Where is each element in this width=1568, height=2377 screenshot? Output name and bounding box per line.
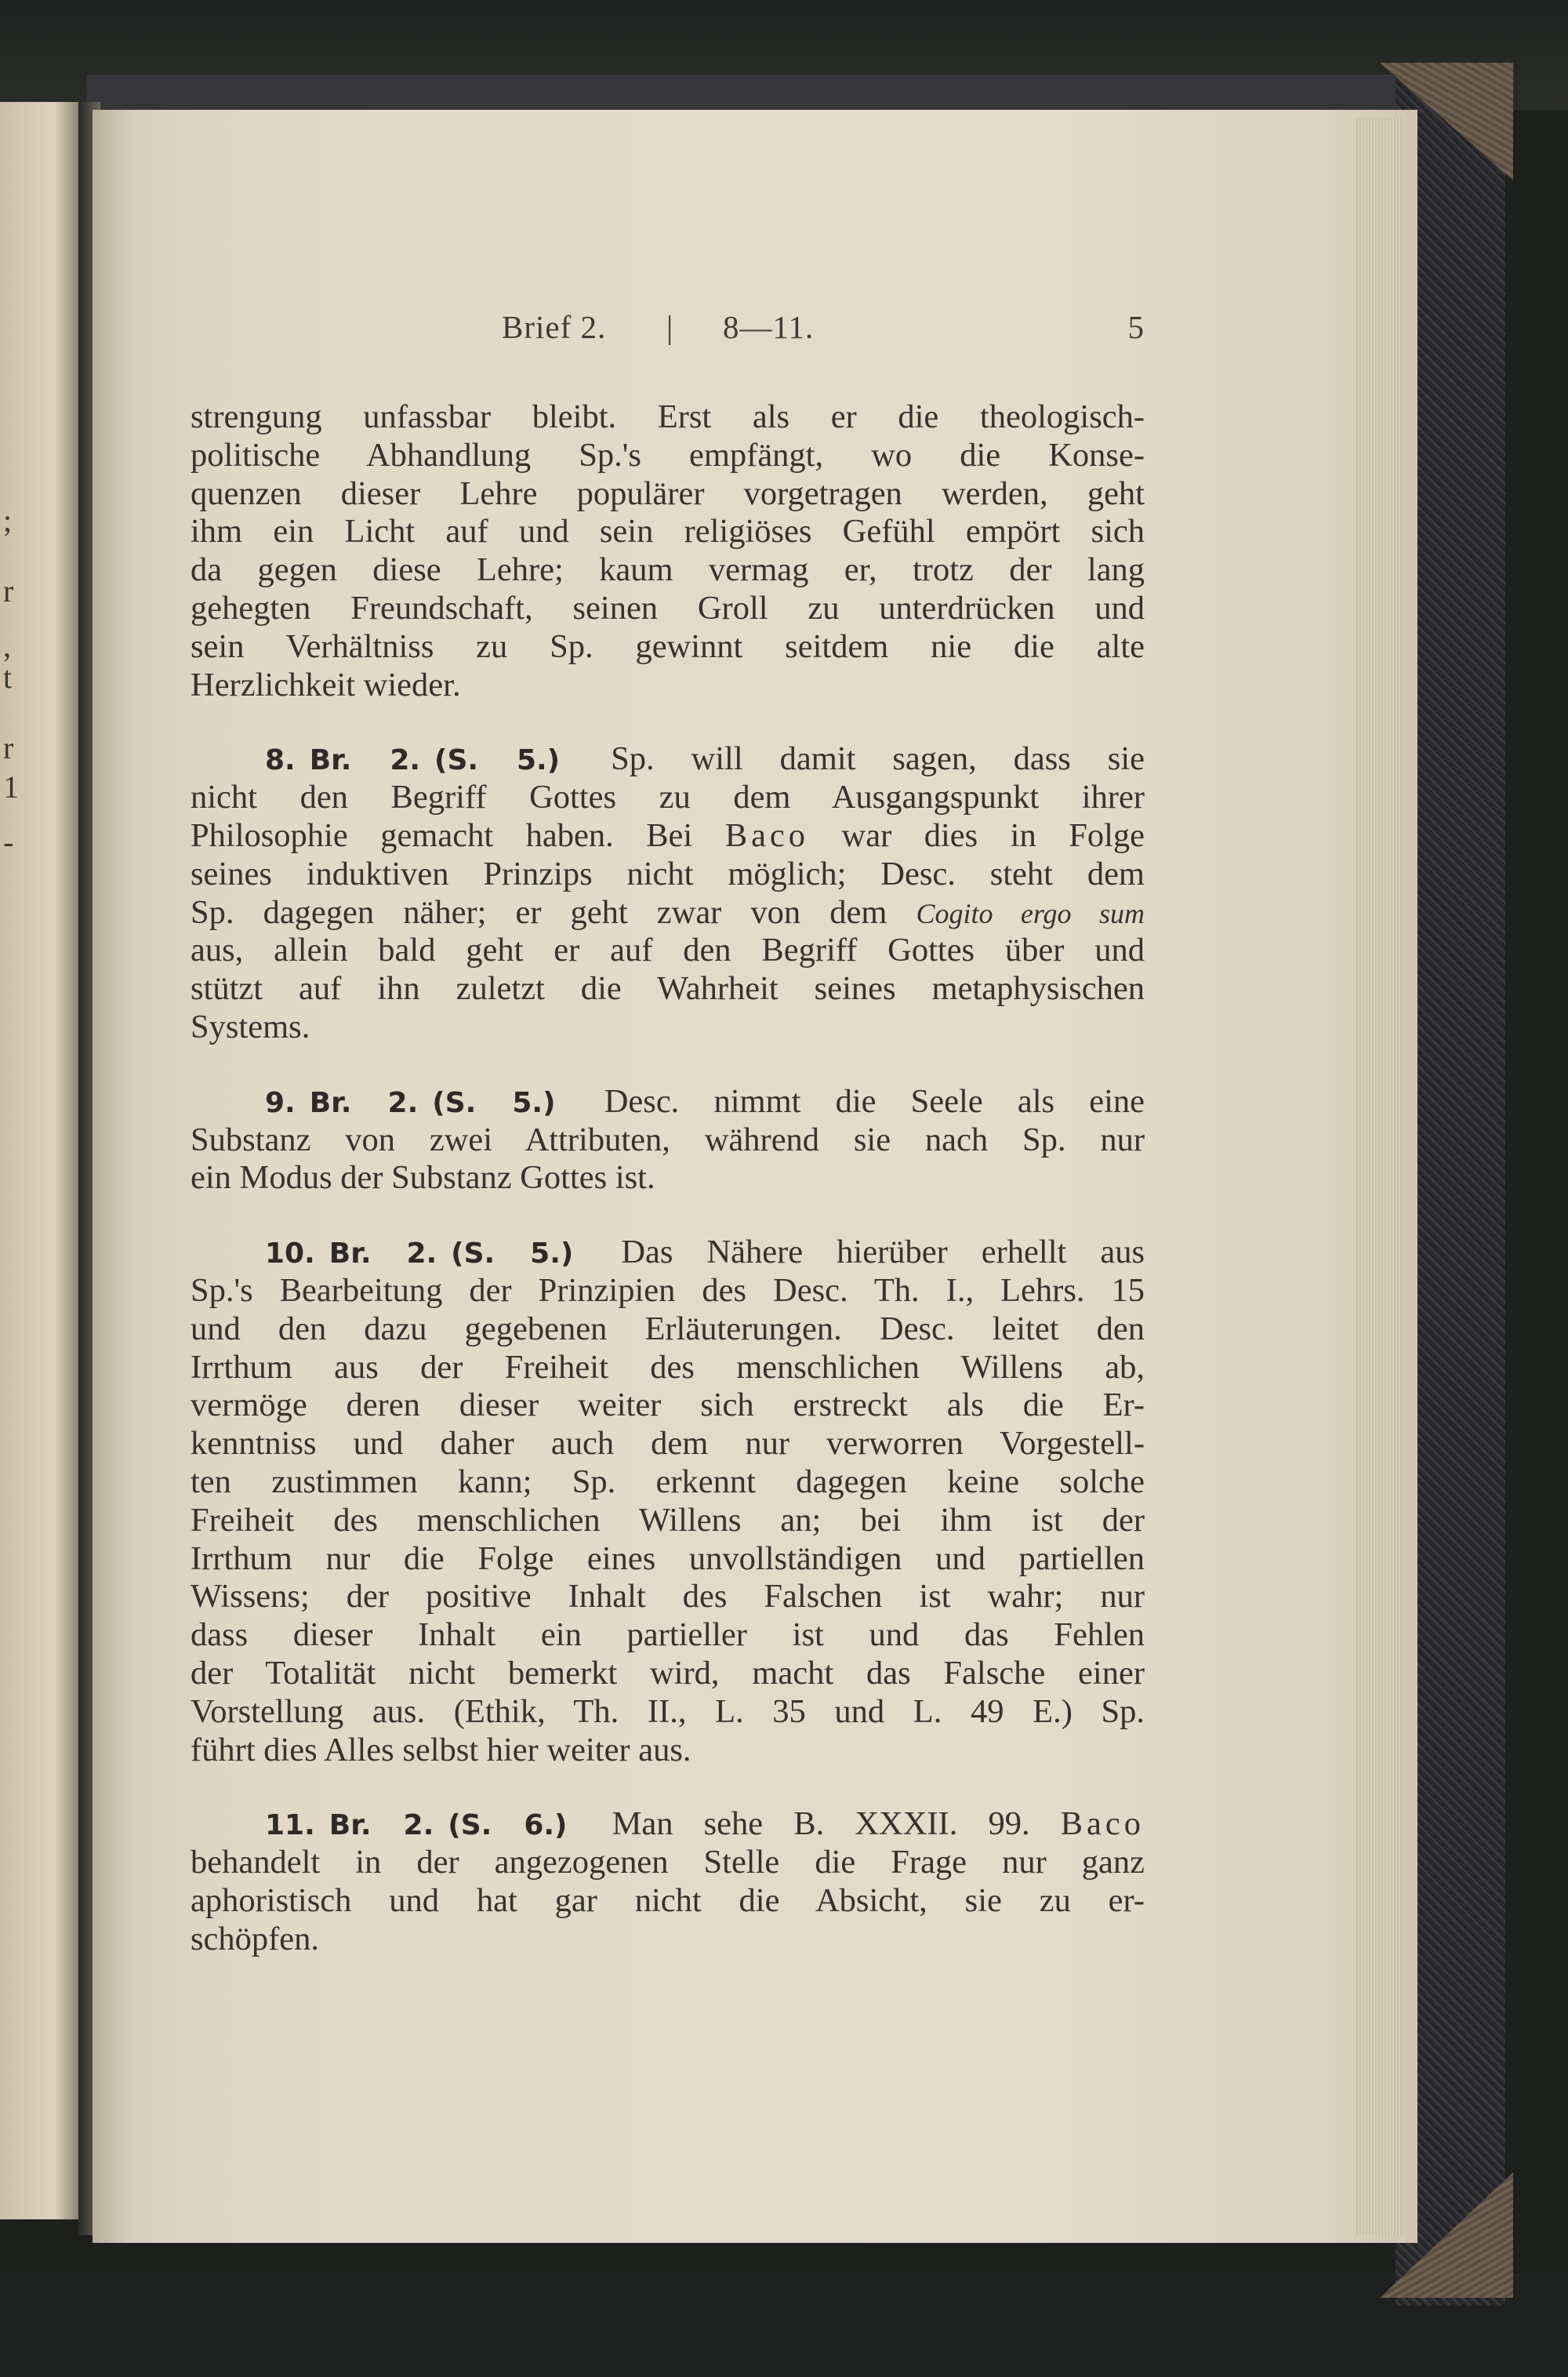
note-page: (S. 5.)	[432, 1086, 556, 1119]
name-baco: Baco	[724, 816, 810, 854]
note-first-line	[191, 1234, 1145, 1272]
text-line: Freiheit des menschlichen Willens an; bei ihm ist der	[191, 1501, 1145, 1539]
note-number: 11.	[265, 1809, 315, 1842]
text-segment: war dies in Folge	[841, 816, 1145, 854]
note-page: (S. 5.)	[434, 744, 561, 777]
text-line: dass dieser Inhalt ein partieller ist und das Fehlen	[191, 1616, 1145, 1654]
text-line	[191, 817, 1145, 856]
text-line: behandelt in der angezogenen Stelle die Frage nur ganz	[191, 1844, 1145, 1881]
text-line: vermöge deren dieser weiter sich erstreckt als die Er-	[191, 1387, 1145, 1424]
running-header	[502, 308, 1145, 352]
text-line: ihm ein Licht auf und sein religiöses Gefühl empört sich	[191, 513, 1145, 551]
intro-paragraph	[191, 398, 1145, 704]
text-line: seines induktiven Prinzips nicht möglich; Desc. steht dem	[191, 855, 1145, 892]
margin-char: r	[3, 573, 14, 609]
note-first-line	[191, 1083, 1145, 1121]
note-brief: Br. 2.	[309, 1086, 419, 1119]
note-range: 8—11.	[723, 309, 815, 345]
note-brief: Br. 2.	[309, 744, 421, 777]
page-number: 5	[1127, 309, 1145, 345]
text-segment: Sp. dagegen näher; er geht zwar von dem	[191, 893, 887, 931]
text-line: gehegten Freundschaft, seinen Groll zu unterdrücken und	[191, 589, 1145, 627]
note-reference	[265, 1238, 587, 1270]
margin-char: t	[3, 660, 13, 695]
note-8	[191, 740, 1145, 1046]
text-line: da gegen diese Lehre; kaum vermag er, trotz der lang	[191, 551, 1145, 589]
note-reference	[265, 1809, 582, 1841]
text-line: Vorstellung aus. (Ethik, Th. II., L. 35 und L. 49 E.) Sp.	[191, 1692, 1145, 1730]
text-line: der Totalität nicht bemerkt wird, macht das Falsche einer	[191, 1654, 1145, 1692]
note-text: Man sehe B. XXXII. 99.	[612, 1805, 1030, 1843]
note-reference	[265, 1087, 570, 1119]
text-line: Irrthum nur die Folge eines unvollständigen und partiellen	[191, 1539, 1145, 1577]
text-line: ten zustimmen kann; Sp. erkennt dagegen keine solche	[191, 1463, 1145, 1500]
name-baco: Baco	[1060, 1805, 1145, 1843]
note-number: 9.	[265, 1086, 296, 1119]
note-brief: Br. 2.	[328, 1809, 434, 1842]
note-text: Sp. will damit sagen, dass sie	[611, 740, 1145, 778]
page-block-edges	[1355, 118, 1402, 2235]
text-line: nicht den Begriff Gottes zu dem Ausgangspunkt ihrer	[191, 779, 1145, 816]
text-line: sein Verhältniss zu Sp. gewinnt seitdem nie die alte	[191, 627, 1145, 665]
margin-char: 1	[3, 769, 19, 805]
text-line: Wissens; der positive Inhalt des Falschen ist wahr; nur	[191, 1578, 1145, 1616]
text-line: stützt auf ihn zuletzt die Wahrheit seines metaphysischen	[191, 970, 1145, 1008]
note-9	[191, 1083, 1145, 1198]
text-line: Irrthum aus der Freiheit des menschlichen Willens ab,	[191, 1348, 1145, 1386]
note-first-line	[191, 1805, 1145, 1844]
note-page: (S. 6.)	[448, 1809, 568, 1842]
note-10	[191, 1234, 1145, 1769]
text-line: quenzen dieser Lehre populärer vorgetragen werden, geht	[191, 474, 1145, 512]
note-number: 10.	[265, 1238, 315, 1270]
note-text: Das Nähere hierüber erhellt aus	[621, 1234, 1145, 1271]
text-line: ein Modus der Substanz Gottes ist.	[191, 1159, 655, 1197]
note-11	[191, 1805, 1145, 1958]
text-line: kenntniss und daher auch dem nur verworren Vorgestell-	[191, 1425, 1145, 1463]
left-page-edge	[0, 102, 78, 2219]
text-line: strengung unfassbar bleibt. Erst als er die theologisch-	[191, 398, 1145, 435]
text-line: Systems.	[191, 1008, 310, 1045]
note-reference	[265, 744, 574, 776]
margin-char: -	[3, 824, 14, 860]
note-number: 8.	[265, 744, 296, 777]
text-line: aus, allein bald geht er auf den Begriff Gottes über und	[191, 932, 1145, 969]
note-text: Desc. nimmt die Seele als eine	[604, 1082, 1145, 1120]
margin-char: ;	[3, 503, 13, 538]
running-title: Brief 2.	[502, 309, 607, 345]
latin-phrase: Cogito ergo sum	[916, 897, 1145, 929]
body-text	[191, 398, 1145, 1994]
note-page: (S. 5.)	[451, 1238, 574, 1270]
header-separator: |	[666, 309, 674, 345]
note-brief: Br. 2.	[328, 1238, 437, 1270]
text-line: schöpfen.	[191, 1920, 320, 1957]
margin-char: ,	[3, 628, 11, 663]
text-line	[191, 894, 1145, 932]
text-line: aphoristisch und hat gar nicht die Absicht, sie zu er-	[191, 1881, 1145, 1919]
text-line: politische Abhandlung Sp.'s empfängt, wo die Konse-	[191, 436, 1145, 474]
text-line: und den dazu gegebenen Erläuterungen. Desc. leitet den	[191, 1310, 1145, 1347]
text-segment: Philosophie gemacht haben. Bei	[191, 816, 693, 854]
note-first-line	[191, 740, 1145, 779]
scan-background-bottom	[0, 2274, 1568, 2377]
text-line: Substanz von zwei Attributen, während sie nach Sp. nur	[191, 1121, 1145, 1158]
text-line: Herzlichkeit wieder.	[191, 666, 461, 703]
margin-char: r	[3, 730, 14, 765]
text-line: Sp.'s Bearbeitung der Prinzipien des Desc. Th. I., Lehrs. 15	[191, 1271, 1145, 1309]
text-line: führt dies Alles selbst hier weiter aus.	[191, 1731, 691, 1768]
